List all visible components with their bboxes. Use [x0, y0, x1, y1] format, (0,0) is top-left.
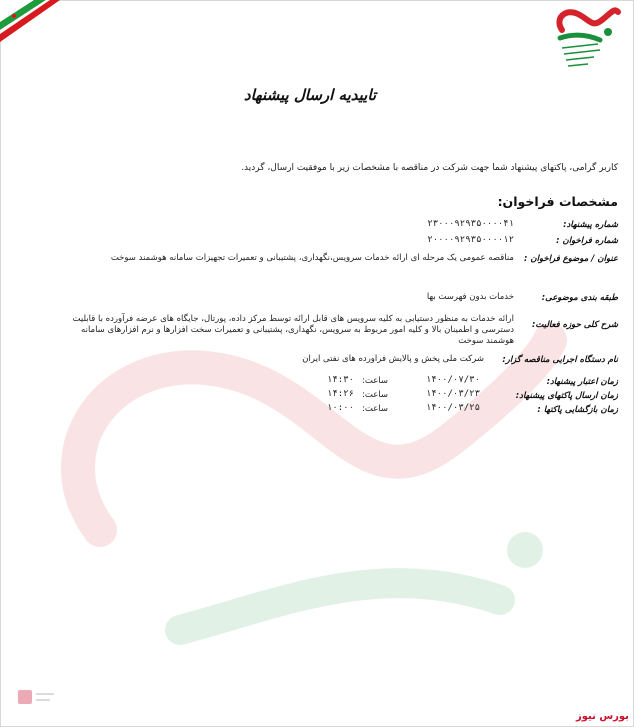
validity-date: ۱۴۰۰/۰۷/۳۰ — [425, 375, 480, 385]
scope-value — [18, 314, 514, 347]
organizer-value: شرکت ملی پخش و پالایش فراورده های نفتی ایران — [302, 354, 484, 364]
validity-time: ۱۴:۳۰ — [326, 375, 354, 385]
proposal-no-label: شماره پیشنهاد: — [563, 220, 618, 230]
subject-label: عنوان / موضوع فراخوان : — [524, 254, 618, 264]
call-no-label: شماره فراخوان : — [556, 236, 618, 246]
category-value: خدمات بدون فهرست بها — [426, 292, 514, 302]
scope-line: دسترسی و اطمینان بالا و کلیه امور مربوط به سرویس، نگهداری، پشتیبانی و تعمیرات سخت افزارها و نرم افزارهای سامانه — [81, 325, 514, 335]
opening-time-label: زمان بازگشایی پاکتها : — [537, 405, 618, 415]
scope-line: ارائه خدمات به منظور دستیابی به کلیه سرویس های قابل ارائه توسط مرکز داده، پورتال، جایگاه های عرضه فرآورده با قابلیت — [72, 314, 514, 324]
footer-brand: بورس نیوز — [576, 711, 629, 722]
setad-logo — [548, 4, 626, 70]
iran-flag-icon — [0, 0, 60, 42]
intro-text: کاربر گرامی، پاکتهای پیشنهاد شما جهت شرکت در مناقصه با مشخصات زیر با موفقیت ارسال، گردید. — [241, 163, 618, 173]
send-time-label: زمان ارسال پاکتهای پیشنهاد: — [515, 391, 618, 401]
validity-time-label-text: ساعت: — [362, 376, 388, 386]
organizer-label: نام دستگاه اجرایی مناقصه گزار: — [502, 355, 618, 365]
scope-label: شرح کلی حوزه فعالیت: — [532, 320, 618, 330]
section-title: مشخصات فراخوان: — [497, 194, 618, 209]
page-title: تاییدیه ارسال پیشنهاد — [243, 86, 377, 104]
call-no-value: ۲۰۰۰۰۹۲۹۳۵۰۰۰۰۱۲ — [427, 235, 514, 245]
subject-value: مناقصه عمومی یک مرحله ای ارائه خدمات سرویس،نگهداری، پشتیبانی و تعمیرات تجهیزات سامانه هوشمند سوخت — [110, 253, 514, 263]
send-date: ۱۴۰۰/۰۳/۲۳ — [425, 389, 480, 399]
send-time-label-text: ساعت: — [362, 390, 388, 400]
opening-time: ۱۰:۰۰ — [326, 403, 354, 413]
category-label: طبقه بندی موضوعی: — [541, 293, 618, 303]
footer-watermark-icon — [14, 686, 58, 708]
opening-date: ۱۴۰۰/۰۳/۲۵ — [425, 403, 480, 413]
scope-line: هوشمند سوخت — [458, 336, 514, 346]
validity-time-label: زمان اعتبار پیشنهاد: — [546, 377, 618, 387]
proposal-no-value: ۲۳۰۰۰۹۲۹۳۵۰۰۰۰۴۱ — [427, 219, 514, 229]
send-time: ۱۴:۲۶ — [326, 389, 354, 399]
opening-time-label-text: ساعت: — [362, 404, 388, 414]
